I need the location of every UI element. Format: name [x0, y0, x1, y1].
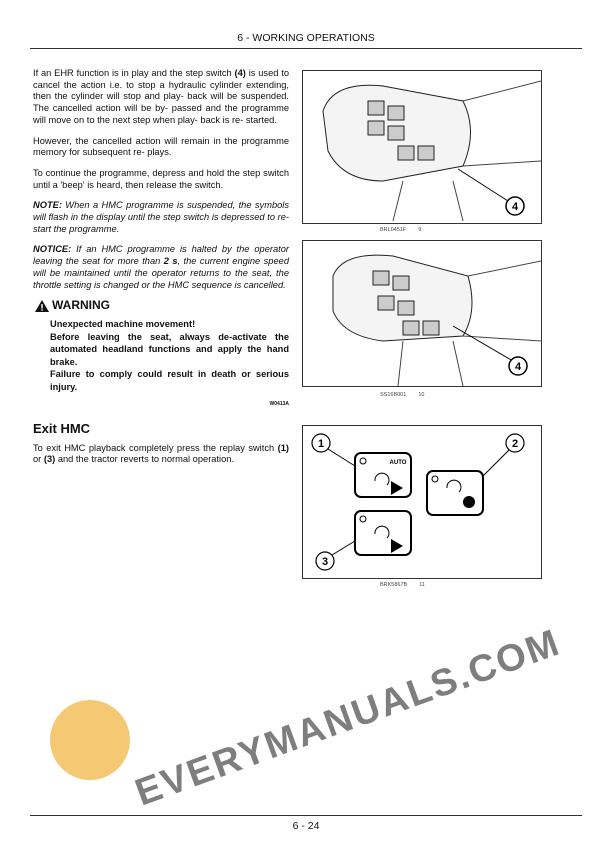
figure-10-armrest: [302, 240, 542, 387]
watermark-text: EVERYMANUALS.COM: [130, 621, 566, 815]
watermark-logo: [50, 700, 130, 780]
section-heading-exit-hmc: Exit HMC: [33, 420, 91, 436]
callout-1: 1: [317, 438, 325, 450]
paragraph-continue: To continue the programme, depress and hold the step switch until a 'beep' is heard, then release the switch.: [33, 167, 289, 190]
page-number: 6 - 24: [292, 820, 320, 832]
callout-2: 2: [511, 438, 519, 450]
footer-rule: [30, 815, 582, 816]
note: NOTE: When a HMC programme is suspended, the symbols will flash in the display until the step switch is depressed to re- start the programme.: [33, 200, 289, 234]
figure-11-caption: BRK5867B 11: [380, 582, 425, 588]
paragraph-exit: To exit HMC playback completely press the replay switch (1) or (3) and the tractor reverts to normal operation.: [33, 442, 289, 465]
page-header: 6 - WORKING OPERATIONS: [237, 32, 375, 44]
hmc-display-symbols: [303, 426, 541, 578]
paragraph-memory: However, the cancelled action will remain in the programme memory for subsequent re- plays.: [33, 135, 289, 158]
callout-4: 4: [511, 201, 519, 213]
callout-3: 3: [321, 556, 329, 568]
warning-triangle-icon: [35, 300, 49, 312]
figure-9-caption: BRL0451F 9: [380, 227, 422, 233]
paragraph-ehr: If an EHR function is in play and the step switch (4) is used to cancel the action i.e. to stop a hydraulic cylinder extending, then the cylinder will stop and play- back will be suspended. The cancelled action will be by- passed and the programme will move on to the next step when play- back is re- started.: [33, 68, 289, 125]
armrest-step-switch-illustration: [303, 241, 541, 386]
figure-9-armrest: [302, 70, 542, 224]
header-rule: [30, 48, 582, 49]
text-column: [33, 68, 289, 475]
figure-10-caption: SS16B001 10: [380, 392, 425, 398]
auto-label: AUTO: [389, 460, 407, 466]
notice: NOTICE: If an HMC programme is halted by the operator leaving the seat for more than 2 s, the current engine speed will be maintained until the operator returns to the seat, the throttle setting is changed or the HMC sequence is cancelled.: [33, 244, 289, 290]
callout-4: 4: [514, 361, 522, 373]
warning-body: Unexpected machine movement! Before leaving the seat, always de-activate the automated headland functions and apply the hand brake. Failure to comply could result in death or serious injury.: [50, 319, 289, 392]
armrest-illustration: [303, 71, 541, 223]
warning-heading: WARNING: [35, 300, 289, 312]
figure-11-display-symbols: [302, 425, 542, 579]
warning-code: W0413A: [269, 401, 289, 408]
